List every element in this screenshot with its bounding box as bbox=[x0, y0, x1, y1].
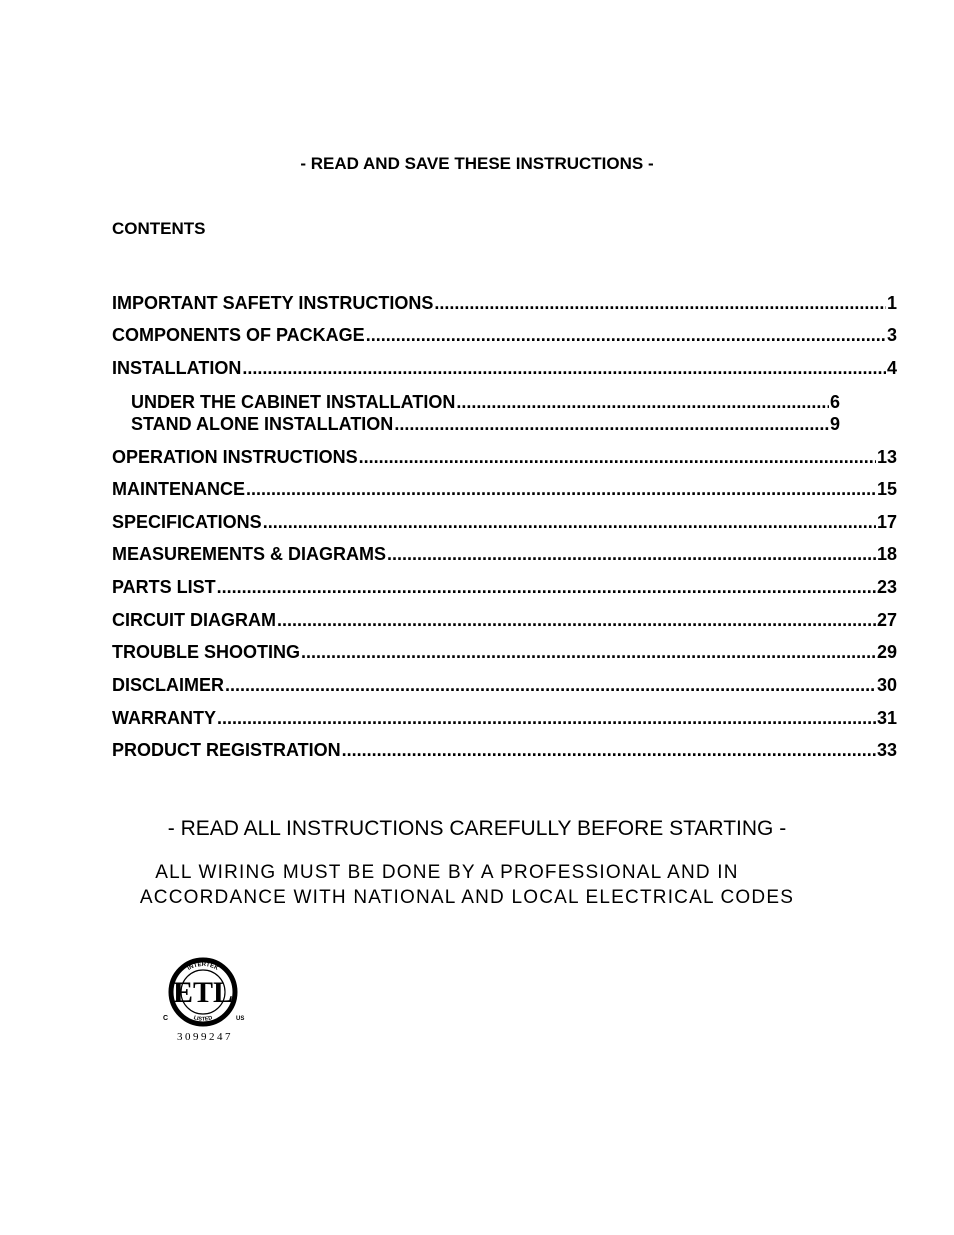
toc-item-safety[interactable] bbox=[112, 293, 897, 314]
toc-page: 4 bbox=[886, 358, 897, 378]
toc-page: 3 bbox=[886, 325, 897, 345]
logo-left-text: C bbox=[163, 1015, 169, 1022]
toc-item-maintenance[interactable] bbox=[112, 479, 897, 500]
logo-mark-text: ETL bbox=[172, 976, 234, 1009]
toc-page: 17 bbox=[876, 512, 897, 532]
toc-leader bbox=[456, 392, 829, 413]
toc-item-product-registration[interactable] bbox=[112, 740, 897, 761]
toc-item-operation[interactable] bbox=[112, 447, 897, 468]
toc-label: COMPONENTS OF PACKAGE bbox=[112, 325, 365, 345]
toc-page: 18 bbox=[876, 544, 897, 564]
read-all-notice: - READ ALL INSTRUCTIONS CAREFULLY BEFORE STARTING - bbox=[167, 817, 787, 840]
toc-label: MEASUREMENTS & DIAGRAMS bbox=[112, 544, 387, 564]
toc-label: CIRCUIT DIAGRAM bbox=[112, 610, 276, 630]
toc-label: PARTS LIST bbox=[112, 577, 216, 597]
instructions-header: - READ AND SAVE THESE INSTRUCTIONS - bbox=[300, 154, 654, 173]
toc-page: 31 bbox=[876, 708, 897, 728]
toc-leader bbox=[263, 512, 876, 533]
toc-label: DISCLAIMER bbox=[112, 675, 224, 695]
toc-leader bbox=[242, 358, 886, 379]
toc-label: PRODUCT REGISTRATION bbox=[112, 740, 341, 760]
logo-top-text: INTERTEK bbox=[186, 961, 220, 972]
toc-label: SPECIFICATIONS bbox=[112, 512, 262, 532]
contents-title: CONTENTS bbox=[112, 219, 206, 238]
toc-label: MAINTENANCE bbox=[112, 479, 245, 499]
certification-number: 3099247 bbox=[177, 1031, 233, 1043]
toc-page: 29 bbox=[876, 642, 897, 662]
wiring-notice-line1: ALL WIRING MUST BE DONE BY A PROFESSIONAL AND IN bbox=[155, 862, 739, 883]
toc-page: 6 bbox=[829, 392, 840, 412]
toc-page: 13 bbox=[876, 447, 897, 467]
toc-leader bbox=[387, 544, 876, 565]
logo-right-text: US bbox=[236, 1016, 245, 1022]
toc-leader bbox=[217, 577, 876, 598]
toc-item-trouble-shooting[interactable] bbox=[112, 642, 897, 663]
toc-leader bbox=[394, 414, 829, 435]
toc-leader bbox=[225, 675, 876, 696]
toc-item-disclaimer[interactable] bbox=[112, 675, 897, 696]
toc-label: WARRANTY bbox=[112, 708, 216, 728]
toc-item-specifications[interactable] bbox=[112, 512, 897, 533]
etl-listed-logo bbox=[160, 954, 250, 1049]
svg-text:LISTED bbox=[193, 1015, 214, 1023]
toc-leader bbox=[366, 325, 886, 346]
toc-page: 23 bbox=[876, 577, 897, 597]
toc-leader bbox=[342, 740, 876, 761]
toc-leader bbox=[246, 479, 876, 500]
toc-leader bbox=[277, 610, 876, 631]
logo-bottom-text: LISTED bbox=[192, 1015, 214, 1023]
toc-label: OPERATION INSTRUCTIONS bbox=[112, 447, 358, 467]
toc-page: 15 bbox=[876, 479, 897, 499]
etl-mark-icon bbox=[160, 954, 250, 1049]
toc-page: 33 bbox=[876, 740, 897, 760]
toc-item-circuit-diagram[interactable] bbox=[112, 610, 897, 631]
toc-item-installation[interactable] bbox=[112, 358, 897, 379]
toc-page: 30 bbox=[876, 675, 897, 695]
toc-label: STAND ALONE INSTALLATION bbox=[131, 414, 394, 434]
toc-leader bbox=[217, 708, 876, 729]
toc-item-parts-list[interactable] bbox=[112, 577, 897, 598]
toc-leader bbox=[301, 642, 876, 663]
toc-item-measurements[interactable] bbox=[112, 544, 897, 565]
toc-subitem-under-cabinet[interactable] bbox=[131, 392, 840, 413]
toc-subitem-stand-alone[interactable] bbox=[131, 414, 840, 435]
toc-page: 1 bbox=[886, 293, 897, 313]
toc-item-components[interactable] bbox=[112, 325, 897, 346]
toc-label: TROUBLE SHOOTING bbox=[112, 642, 300, 662]
toc-item-warranty[interactable] bbox=[112, 708, 897, 729]
toc-label: IMPORTANT SAFETY INSTRUCTIONS bbox=[112, 293, 434, 313]
toc-label: UNDER THE CABINET INSTALLATION bbox=[131, 392, 456, 412]
toc-label: INSTALLATION bbox=[112, 358, 242, 378]
toc-leader bbox=[359, 447, 876, 468]
toc-page: 9 bbox=[829, 414, 840, 434]
toc-page: 27 bbox=[876, 610, 897, 630]
toc-leader bbox=[434, 293, 886, 314]
wiring-notice-line2: ACCORDANCE WITH NATIONAL AND LOCAL ELECTRICAL CODES bbox=[139, 887, 795, 908]
